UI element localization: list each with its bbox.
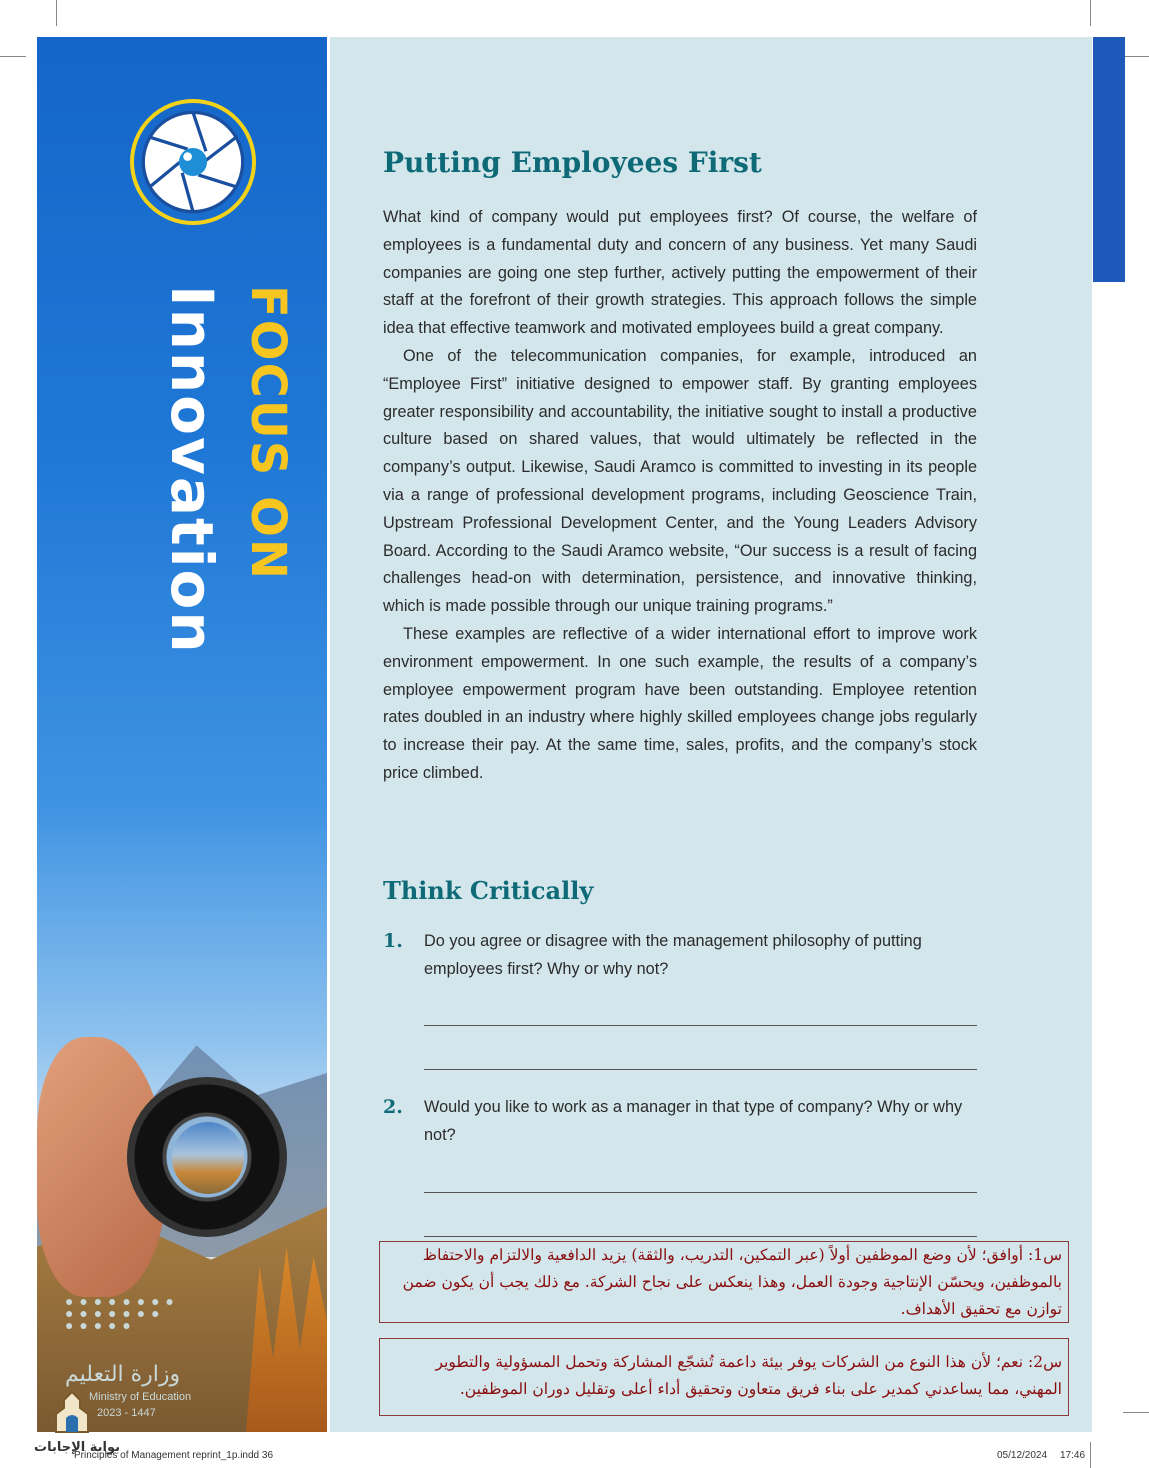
- answer-line[interactable]: [424, 1236, 977, 1237]
- question-number: 1.: [383, 930, 403, 952]
- innovation-label: Innovation: [158, 285, 226, 655]
- crop-mark: [0, 56, 26, 57]
- lens-view-image: [172, 1122, 244, 1194]
- answer-box-1: س1: أوافق؛ لأن وضع الموظفين أولاً (عبر التمكين، التدريب، والثقة) يزيد الدافعية والالتزام والاحتفاظ بالموظفين، ويحسّن الإنتاجية وجودة العمل، وهذا ينعكس على نجاح الشركة. مع ذلك يجب أن يكون ضمن توازن مع تحقيق الأهداف.: [379, 1241, 1069, 1323]
- ministry-watermark-year: 2023 - 1447: [97, 1407, 156, 1419]
- answer-line[interactable]: [424, 1192, 977, 1193]
- page-tab-marker: [1093, 37, 1125, 282]
- question-number: 2.: [383, 1096, 403, 1118]
- paragraph: What kind of company would put employees first? Of course, the welfare of employees is a fundamental duty and concern of any business. Yet many Saudi companies are going one step further, actively putting the empowerment of their staff at the forefront of their growth strategies. This approach follows the simple idea that effective teamwork and motivated employees build a great company.: [383, 208, 977, 338]
- focus-on-label: FOCUS ON: [240, 285, 296, 582]
- ministry-watermark-english: Ministry of Education: [89, 1391, 192, 1403]
- answer-line[interactable]: [424, 1025, 977, 1026]
- answer-box-2: س2: نعم؛ لأن هذا النوع من الشركات يوفر بيئة داعمة تُشجّع المشاركة وتحمل المسؤولية والتطوير المهني، مما يساعدني كمدير على بناء فريق متعاون وتحقيق أداء أعلى وتقليل دوران الموظفين.: [379, 1338, 1069, 1416]
- crop-mark: [1090, 0, 1091, 26]
- sidebar-photo-panel: [37, 37, 327, 1432]
- footer-date: 05/12/2024: [997, 1450, 1048, 1461]
- crop-mark: [56, 0, 57, 26]
- question-text: Do you agree or disagree with the management philosophy of putting employees first? Why or why not?: [424, 932, 922, 978]
- site-name: بوابة الإجابات: [34, 1440, 120, 1455]
- answer-line[interactable]: [424, 1069, 977, 1070]
- paragraph: These examples are reflective of a wider international effort to improve work environment empowerment. In one such example, the results of a company’s employee empowerment program have been outstanding. Employee retention rates doubled in an industry where highly skilled employees change jobs regularly to increase their pay. At the same time, sales, profits, and the company’s stock price climbed.: [383, 624, 977, 782]
- crop-mark: [1123, 56, 1149, 57]
- paragraph: One of the telecommunication companies, for example, introduced an “Employee First” initiative designed to empower staff. By granting employees greater responsibility and accountability, the initiative sought to install a productive culture based on shared values, that would ultimately be reflected in the company’s output. Likewise, Saudi Aramco is committed to investing in its people via a range of professional development programs, including Geoscience Train, Upstream Professional Development Center, and the Young Leaders Advisory Board. According to the Saudi Aramco website, “Our success is a result of facing challenges head-on with determination, persistence, and innovative thinking, which is made possible through our unique training programs.”: [383, 346, 977, 616]
- think-critically-heading: Think Critically: [383, 876, 594, 905]
- site-logo-icon: [50, 1390, 94, 1434]
- article-body: [383, 204, 977, 788]
- crop-mark: [1090, 1442, 1091, 1468]
- article-title: Putting Employees First: [383, 146, 762, 179]
- footer-time: 17:46: [1060, 1450, 1086, 1461]
- crop-mark: [1123, 1412, 1149, 1413]
- ministry-logo-dots: ● ● ● ● ● ● ● ● ● ● ● ● ● ● ● ● ● ● ● ●: [65, 1293, 175, 1333]
- ministry-watermark-arabic: وزارة التعليم: [65, 1362, 181, 1387]
- question-text: Would you like to work as a manager in that type of company? Why or why not?: [424, 1098, 963, 1144]
- camera-aperture-icon: [130, 99, 256, 225]
- footer-file-name: Principles of Management reprint_1p.indd 36: [74, 1450, 274, 1461]
